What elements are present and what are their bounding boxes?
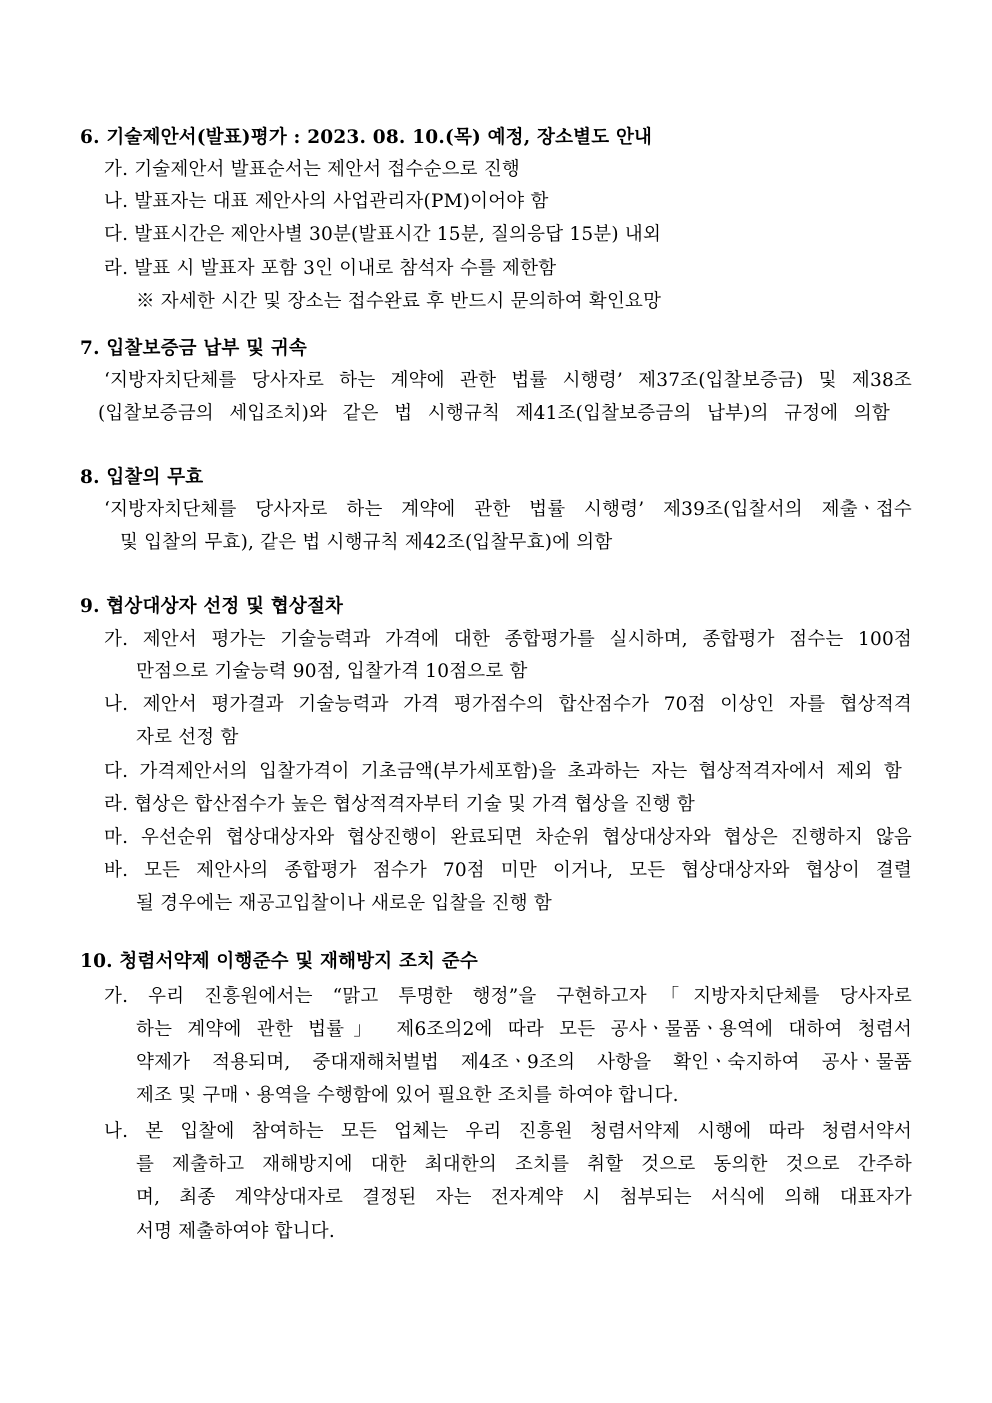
- section-6-item-da: 다. 발표시간은 제안사별 30분(발표시간 15분, 질의응답 15분) 내외: [104, 224, 662, 245]
- section-10-item-na-2: 를 제출하고 재해방지에 대한 최대한의 조치를 취할 것으로 동의한 것으로 간주하: [136, 1154, 912, 1175]
- section-10-item-ga-3: 약제가 적용되며, 중대재해처벌법 제4조ㆍ9조의 사항을 확인ㆍ숙지하여 공사ㆍ물품: [136, 1052, 912, 1073]
- section-6-item-na: 나. 발표자는 대표 제안사의 사업관리자(PM)이어야 함: [104, 191, 549, 212]
- section-8-line-1: ‘지방자치단체를 당사자로 하는 계약에 관한 법률 시행령’ 제39조(입찰서의 제출ㆍ접수: [104, 499, 912, 520]
- section-10-item-ga-1: 가. 우리 진흥원에서는 “맑고 투명한 행정”을 구현하고자「지방자치단체를 당사자로: [104, 986, 912, 1007]
- section-10-heading: 10. 청렴서약제 이행준수 및 재해방지 조치 준수: [80, 951, 478, 972]
- section-10-item-na-4: 서명 제출하여야 합니다.: [136, 1221, 335, 1242]
- section-6-note: ※ 자세한 시간 및 장소는 접수완료 후 반드시 문의하여 확인요망: [136, 291, 662, 312]
- section-10-item-na-3: 며, 최종 계약상대자로 결정된 자는 전자계약 시 첨부되는 서식에 의해 대표자가: [136, 1187, 912, 1208]
- section-9-item-ga: 가. 제안서 평가는 기술능력과 가격에 대한 종합평가를 실시하며, 종합평가 점수는 100점: [104, 629, 912, 650]
- section-7-line-2: (입찰보증금의 세입조치)와 같은 법 시행규칙 제41조(입찰보증금의 납부)의 규정에 의함: [98, 403, 890, 424]
- section-8-heading: 8. 입찰의 무효: [80, 467, 204, 488]
- section-7-heading: 7. 입찰보증금 납부 및 귀속: [80, 338, 307, 359]
- section-9-item-na-cont: 자로 선정 함: [136, 727, 239, 748]
- section-9-item-ba: 바. 모든 제안사의 종합평가 점수가 70점 미만 이거나, 모든 협상대상자와 협상이 결렬: [104, 860, 912, 881]
- section-9-item-na: 나. 제안서 평가결과 기술능력과 가격 평가점수의 합산점수가 70점 이상인 자를 협상적격: [104, 694, 912, 715]
- section-9-item-ba-cont: 될 경우에는 재공고입찰이나 새로운 입찰을 진행 함: [136, 893, 552, 914]
- section-9-item-ma: 마. 우선순위 협상대상자와 협상진행이 완료되면 차순위 협상대상자와 협상은 진행하지 않음: [104, 827, 912, 848]
- section-7-line-1: ‘지방자치단체를 당사자로 하는 계약에 관한 법률 시행령’ 제37조(입찰보증금) 및 제38조: [104, 370, 912, 391]
- section-6-item-ra: 라. 발표 시 발표자 포함 3인 이내로 참석자 수를 제한함: [104, 258, 557, 279]
- section-10-item-ga-4: 제조 및 구매ㆍ용역을 수행함에 있어 필요한 조치를 하여야 합니다.: [136, 1085, 679, 1106]
- section-9-heading: 9. 협상대상자 선정 및 협상절차: [80, 596, 344, 617]
- section-9-item-da: 다. 가격제안서의 입찰가격이 기초금액(부가세포함)을 초과하는 자는 협상적격자에서 제외 함: [104, 761, 902, 782]
- section-9-item-ga-cont: 만점으로 기술능력 90점, 입찰가격 10점으로 함: [136, 661, 528, 682]
- section-8-line-2: 및 입찰의 무효), 같은 법 시행규칙 제42조(입찰무효)에 의함: [120, 532, 613, 553]
- section-6-item-ga: 가. 기술제안서 발표순서는 제안서 접수순으로 진행: [104, 159, 520, 180]
- section-6-heading: 6. 기술제안서(발표)평가 : 2023. 08. 10.(목) 예정, 장소별도 안내: [80, 127, 653, 148]
- section-9-item-ra: 라. 협상은 합산점수가 높은 협상적격자부터 기술 및 가격 협상을 진행 함: [104, 794, 695, 815]
- section-10-item-na-1: 나. 본 입찰에 참여하는 모든 업체는 우리 진흥원 청렴서약제 시행에 따라 청렴서약서: [104, 1121, 912, 1142]
- section-10-item-ga-2: 하는 계약에 관한 법률」 제6조의2에 따라 모든 공사ㆍ물품ㆍ용역에 대하여 청렴서: [136, 1019, 912, 1040]
